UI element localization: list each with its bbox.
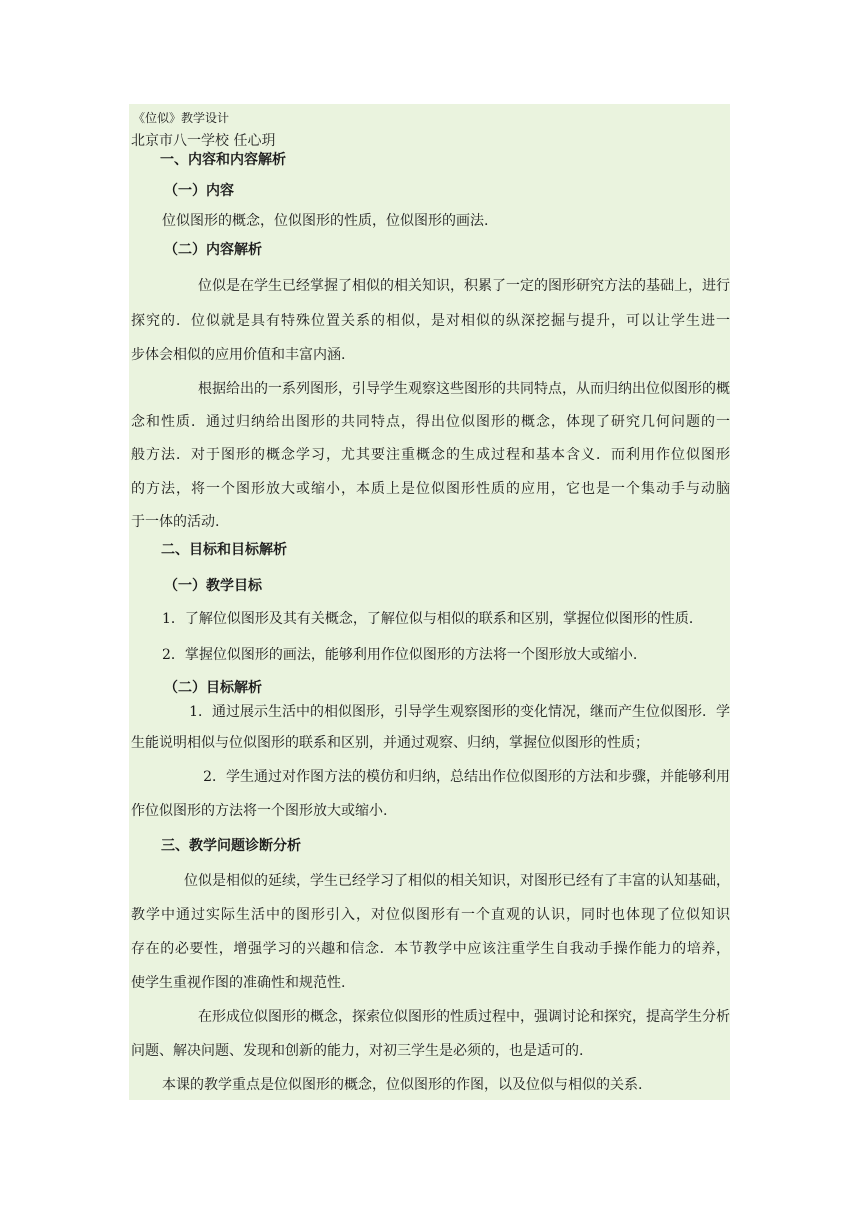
- paragraph-line: 在形成位似图形的概念，探索位似图形的性质过程中，强调讨论和探究，提高学生分析: [198, 1009, 730, 1025]
- paragraph-line: 的方法，将一个图形放大或缩小，本质上是位似图形性质的应用，它也是一个集动手与动脑: [131, 481, 730, 497]
- paragraph-line: 探究的．位似就是具有特殊位置关系的相似，是对相似的纵深挖掘与提升，可以让学生进一: [131, 313, 730, 329]
- paragraph-line: 作位似图形的方法将一个图形放大或缩小.: [131, 803, 388, 819]
- paragraph-line: 1．了解位似图形及其有关概念，了解位似与相似的联系和区别，掌握位似图形的性质．: [162, 611, 703, 627]
- subsection-heading: （二）内容解析: [164, 242, 262, 258]
- paragraph-line: 位似是在学生已经掌握了相似的相关知识，积累了一定的图形研究方法的基础上，进行: [198, 278, 730, 294]
- paragraph-line: 1．通过展示生活中的相似图形，引导学生观察图形的变化情况，继而产生位似图形．学: [189, 704, 730, 720]
- paragraph-line: 2．掌握位似图形的画法，能够利用作位似图形的方法将一个图形放大或缩小.: [162, 647, 638, 663]
- paragraph-line: 步体会相似的应用价值和丰富内涵.: [131, 347, 346, 363]
- doc-title: 《位似》教学设计: [133, 111, 230, 125]
- paragraph-line: 于一体的活动.: [131, 514, 220, 530]
- paragraph-line: 念和性质．通过归纳给出图形的共同特点，得出位似图形的概念，体现了研究几何问题的一: [131, 414, 730, 430]
- paragraph-line: 使学生重视作图的准确性和规范性.: [131, 975, 346, 991]
- section-heading-2: 二、目标和目标解析: [161, 542, 287, 558]
- author-line: 北京市八一学校 任心玥: [131, 133, 276, 149]
- paragraph-line: 问题、解决问题、发现和创新的能力，对初三学生是必须的，也是适可的.: [131, 1043, 584, 1059]
- section-heading-1: 一、内容和内容解析: [160, 152, 286, 168]
- section-heading-3: 三、教学问题诊断分析: [161, 838, 301, 854]
- paragraph-line: 根据给出的一系列图形，引导学生观察这些图形的共同特点，从而归纳出位似图形的概: [198, 381, 730, 397]
- subsection-heading: （一）教学目标: [164, 578, 262, 594]
- subsection-heading: （一）内容: [164, 183, 234, 199]
- paragraph-line: 2．学生通过对作图方法的模仿和归纳，总结出作位似图形的方法和步骤，并能够利用: [203, 769, 730, 785]
- subsection-heading: （二）目标解析: [164, 680, 262, 696]
- paragraph-line: 般方法．对于图形的概念学习，尤其要注重概念的生成过程和基本含义．而利用作位似图形: [131, 447, 730, 463]
- paragraph-line: 位似是相似的延续，学生已经学习了相似的相关知识，对图形已经有了丰富的认知基础，: [184, 873, 730, 889]
- paragraph-line: 本课的教学重点是位似图形的概念，位似图形的作图，以及位似与相似的关系.: [162, 1077, 643, 1093]
- paragraph-line: 存在的必要性，增强学习的兴趣和信念．本节教学中应该注重学生自我动手操作能力的培养，: [131, 941, 730, 957]
- paragraph-line: 生能说明相似与位似图形的联系和区别，并通过观察、归纳，掌握位似图形的性质；: [131, 735, 649, 751]
- paragraph-line: 教学中通过实际生活中的图形引入，对位似图形有一个直观的认识，同时也体现了位似知识: [131, 907, 730, 923]
- paragraph-line: 位似图形的概念，位似图形的性质，位似图形的画法.: [162, 213, 489, 229]
